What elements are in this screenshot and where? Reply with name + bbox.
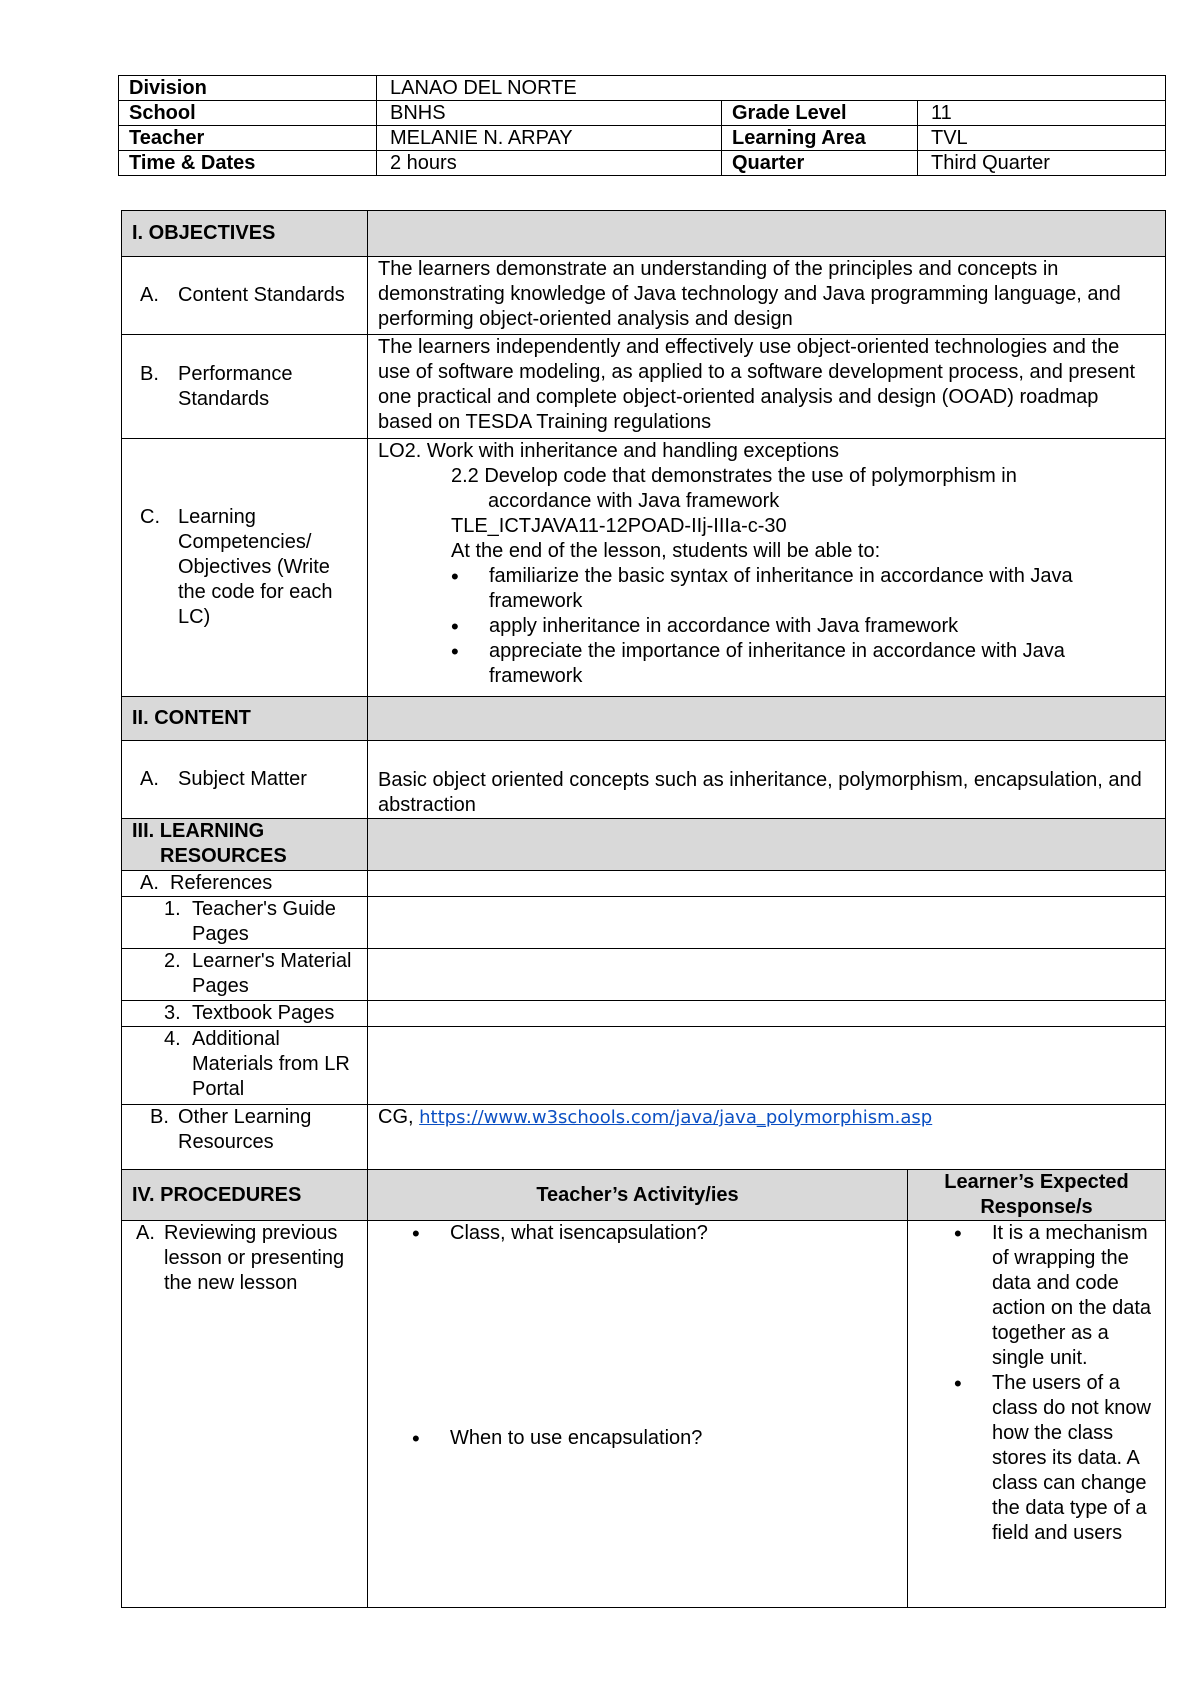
learner-response: • The users of a class do not know how the class stores its data. A class can change the data type of a field and users: [954, 1371, 1159, 1546]
time-label: Time & Dates: [119, 151, 377, 176]
resource-label: Teacher's Guide Pages: [192, 898, 336, 945]
learning-outcome-sub-cont: accordance with Java framework: [488, 490, 780, 512]
resource-label-cell-3: [122, 1001, 368, 1027]
resource-row-4: [122, 1027, 1166, 1105]
other-resources-row: [122, 1105, 1166, 1170]
resources-heading: III. LEARNING RESOURCES: [132, 820, 287, 867]
objective-item: • apply inheritance in accordance with Java framework: [451, 614, 1155, 639]
learning-outcome: LO2. Work with inheritance and handling exceptions: [378, 440, 840, 462]
header-table: [118, 75, 1166, 176]
performance-standards-label-cell: [122, 335, 368, 439]
objectives-list: [378, 564, 1155, 689]
procedures-heading-row: [122, 1170, 1166, 1221]
competency-code: TLE_ICTJAVA11-12POAD-IIj-IIIa-c-30: [451, 515, 787, 537]
resource-label-cell-4: [122, 1027, 368, 1105]
subject-matter-row: [122, 741, 1166, 819]
teacher-question: • When to use encapsulation?: [412, 1426, 897, 1451]
content-standards-text: The learners demonstrate an understanding of the principles and concepts in demonstrating knowledge of Java technology and Java programming language, and performing object-oriented analysis and design: [368, 257, 1166, 335]
grade-label: Grade Level: [722, 101, 918, 126]
teacher-label: Teacher: [119, 126, 377, 151]
performance-standards-label: Performance Standards: [178, 362, 293, 410]
resource-row-1: [122, 897, 1166, 949]
references-letter: A.: [140, 872, 159, 894]
procedure-a-letter: A.: [136, 1222, 155, 1244]
competencies-label: Learning Competencies/ Objectives (Write the code for each LC): [178, 506, 333, 628]
other-resources-prefix: CG,: [378, 1106, 420, 1128]
time-row: [119, 151, 1166, 176]
resources-heading-cell: [122, 819, 368, 871]
teacher-value: MELANIE N. ARPAY: [377, 126, 722, 151]
content-standards-label-cell: [122, 257, 368, 335]
resources-heading-row: [122, 819, 1166, 871]
school-value: BNHS: [377, 101, 722, 126]
resource-blank: [368, 1027, 1166, 1105]
subject-matter-label-cell: [122, 741, 368, 819]
content-standards-label: Content Standards: [178, 284, 345, 306]
subject-matter-text: Basic object oriented concepts such as inheritance, polymorphism, encapsulation, and abstraction: [368, 741, 1166, 819]
resource-label: Textbook Pages: [192, 1002, 335, 1024]
resource-row-3: [122, 1001, 1166, 1027]
references-row: [122, 871, 1166, 897]
procedure-row-a: [122, 1221, 1166, 1608]
other-resources-label-cell: [122, 1105, 368, 1170]
teacher-activity-cell: [368, 1221, 908, 1608]
learning-outcome-sub: 2.2 Develop code that demonstrates the use of polymorphism in: [451, 465, 1017, 487]
performance-standards-text: The learners independently and effectively use object-oriented technologies and the use of software modeling, as applied to a software development process, and present one practical and complete object-oriented analysis and design (OOAD) roadmap based on TESDA Training regulations: [368, 335, 1166, 439]
other-resources-label: Other Learning Resources: [178, 1106, 312, 1153]
content-standards-row: [122, 257, 1166, 335]
content-standards-letter: A.: [140, 284, 159, 306]
competencies-letter: C.: [140, 506, 160, 528]
objectives-heading-row: [122, 211, 1166, 257]
quarter-label: Quarter: [722, 151, 918, 176]
teacher-activity-heading: Teacher’s Activity/ies: [368, 1170, 908, 1221]
performance-standards-row: [122, 335, 1166, 439]
learner-response-cell: [908, 1221, 1166, 1608]
division-value: LANAO DEL NORTE: [377, 76, 1166, 101]
learner-response-heading: Learner’s Expected Response/s: [908, 1170, 1166, 1221]
objectives-heading-blank: [368, 211, 1166, 257]
resource-label: Learner's Material Pages: [192, 950, 352, 997]
objectives-heading: I. OBJECTIVES: [122, 211, 368, 257]
time-value: 2 hours: [377, 151, 722, 176]
content-heading-row: [122, 697, 1166, 741]
school-row: [119, 101, 1166, 126]
resource-blank: [368, 949, 1166, 1001]
competencies-row: [122, 439, 1166, 697]
w3schools-link[interactable]: https://www.w3schools.com/java/java_polymorphism.asp: [419, 1107, 933, 1128]
subject-matter-label: Subject Matter: [178, 768, 307, 790]
resource-label-cell-1: [122, 897, 368, 949]
resource-row-2: [122, 949, 1166, 1001]
resource-number: 1.: [164, 898, 181, 920]
competencies-cell: [368, 439, 1166, 697]
teacher-row: [119, 126, 1166, 151]
competencies-label-cell: [122, 439, 368, 697]
resource-label-cell-2: [122, 949, 368, 1001]
objective-item: • appreciate the importance of inheritance in accordance with Java framework: [451, 639, 1155, 689]
procedure-a-label: Reviewing previous lesson or presenting the new lesson: [164, 1222, 345, 1294]
objectives-intro: At the end of the lesson, students will be able to:: [451, 540, 881, 562]
references-label-cell: [122, 871, 368, 897]
division-label: Division: [119, 76, 377, 101]
subject-matter-letter: A.: [140, 768, 159, 790]
teacher-questions: [412, 1221, 897, 1451]
area-label: Learning Area: [722, 126, 918, 151]
procedure-a-label-cell: [122, 1221, 368, 1608]
learner-response: • It is a mechanism of wrapping the data and code action on the data together as a single unit.: [954, 1221, 1159, 1371]
procedures-heading: IV. PROCEDURES: [122, 1170, 368, 1221]
resource-number: 4.: [164, 1028, 181, 1050]
division-row: [119, 76, 1166, 101]
resources-heading-blank: [368, 819, 1166, 871]
learner-responses: [954, 1221, 1159, 1546]
lesson-plan-table: [121, 210, 1166, 1608]
other-resources-cell: [368, 1105, 1166, 1170]
other-resources-letter: B.: [150, 1106, 169, 1128]
area-value: TVL: [918, 126, 1166, 151]
teacher-question: • Class, what isencapsulation?: [412, 1221, 897, 1246]
performance-standards-letter: B.: [140, 362, 159, 385]
grade-value: 11: [918, 101, 1166, 126]
resource-number: 2.: [164, 950, 181, 972]
references-blank: [368, 871, 1166, 897]
content-heading-blank: [368, 697, 1166, 741]
resource-blank: [368, 897, 1166, 949]
content-heading: II. CONTENT: [122, 697, 368, 741]
resource-blank: [368, 1001, 1166, 1027]
resource-number: 3.: [164, 1002, 181, 1024]
school-label: School: [119, 101, 377, 126]
objective-item: • familiarize the basic syntax of inheritance in accordance with Java framework: [451, 564, 1155, 614]
quarter-value: Third Quarter: [918, 151, 1166, 176]
references-label: References: [170, 872, 273, 894]
resource-label: Additional Materials from LR Portal: [192, 1028, 350, 1100]
